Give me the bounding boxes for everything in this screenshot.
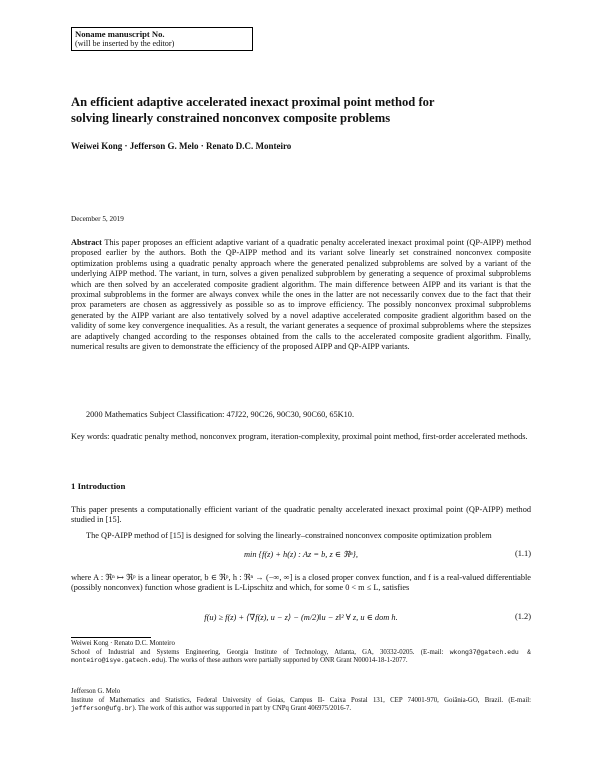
msc-classification: 2000 Mathematics Subject Classification: 47J22, 90C26, 90C30, 90C60, 65K10. [86,410,355,419]
intro-paragraph-1: This paper presents a computationally efficient variant of the quadratic penalty accelerated inexact proximal point (QP-AIPP) method studied in [15]. [71,505,531,525]
intro-paragraph-2: The QP-AIPP method of [15] is designed for solving the linearly–constrained nonconvex composite optimization problem [86,531,492,540]
section-heading: 1 Introduction [71,481,126,491]
equation-1-1-expression: min {f(z) + h(z) : Az = b, z ∈ ℜⁿ}, [244,550,358,559]
abstract [71,238,531,352]
equation-1-2-number: (1.2) [514,612,531,621]
footnote-2-tail: ). The work of this author was supported in part by CNPq Grant 406975/2016-7. [132,705,352,713]
footnote-2-name: Jefferson G. Melo [71,688,121,695]
keywords: Key words: quadratic penalty method, nonconvex program, iteration-complexity, proximal point method, first-order accelerated methods. [71,432,528,441]
footnote-2-text: Institute of Mathematics and Statistics, Federal University of Goias, Campus II- Caixa Postal 131, CEP 74001-970, Goiânia-GO, Brazil. (E-mail: [71,696,531,704]
footnote-2-body [71,697,531,714]
author-list: Weiwei Kong · Jefferson G. Melo · Renato D.C. Monteiro [71,141,292,151]
footnote-2-email: jefferson@ufg.br [71,705,133,713]
title-line-1: An efficient adaptive accelerated inexact proximal point method for [71,95,435,109]
equation-1-1 [71,549,531,561]
equation-1-2 [71,612,531,628]
footnote-rule [71,637,151,638]
footnote-1-names: Weiwei Kong · Renato D.C. Monteiro [71,640,175,647]
footnote-1-tail: ). The works of these authors were partially supported by ONR Grant N00014-18-1-2077. [163,657,408,665]
manuscript-number: Noname manuscript No. [75,29,165,39]
abstract-label: Abstract [71,238,102,247]
equation-1-2-expression: f(u) ≥ f(z) + ⟨∇f(z), u − z⟩ − (m/2)‖u − z‖² ∀ z, u ∈ dom h. [204,613,398,622]
editor-note: (will be inserted by the editor) [75,39,175,48]
footnote-affiliation-1 [71,640,531,666]
equation-1-1-number: (1.1) [514,549,531,558]
footnote-1-body [71,649,531,666]
title-line-2: solving linearly constrained nonconvex composite problems [71,110,391,125]
intro-paragraph-3: where A : ℜⁿ ↦ ℜᵖ is a linear operator, b ∈ ℜᵖ, h : ℜⁿ → (−∞, ∞] is a closed proper convex function, and f is a real-valued differentiable (possibly nonconvex) function whose gradient is L-Lipschitz and which, for some 0 < m ≤ L, satisfies [71,573,531,593]
manuscript-header-box [71,27,253,51]
footnote-affiliation-2 [71,688,531,714]
footnote-1-text: School of Industrial and Systems Engineering, Georgia Institute of Technology, Atlanta, GA, 30332-0205. (E-mail: [71,648,444,656]
paper-date: December 5, 2019 [71,215,124,223]
paper-title [71,95,531,126]
footnote-1-emails: wkong37@gatech.edu & monteiro@isye.gatech.edu [71,648,531,665]
abstract-text: This paper proposes an efficient adaptive variant of a quadratic penalty accelerated inexact proximal point (QP-AIPP) method proposed earlier by the authors. Both the QP-AIPP method and its variant solve linearly set constrained nonconvex composite optimization problems using a quadratic penalty approach where the generated penalized subproblems are solved by a variant of the underlying AIPP method. The variant, in turn, solves a given penalized subproblem by generating a sequence of proximal subproblems which are then solved by an accelerated composite gradient algorithm. The main difference between AIPP and its variant is that the proximal subproblems in the former are always convex while the ones in the latter are not necessarily convex due to the fact that their prox parameters are chosen as aggressively as possible so as to improve efficiency. The possibly nonconvex proximal subproblems generated by the AIPP variant are also tentatively solved by a novel adaptive accelerated composite gradient algorithm based on the validity of some key convergence inequalities. As a result, the variant generates a sequence of proximal subproblems where the stepsizes are adaptively changed according to the responses obtained from the calls to the accelerated composite gradient algorithm. Finally, numerical results are given to demonstrate the efficiency of the proposed AIPP and QP-AIPP variants. [71,238,531,352]
